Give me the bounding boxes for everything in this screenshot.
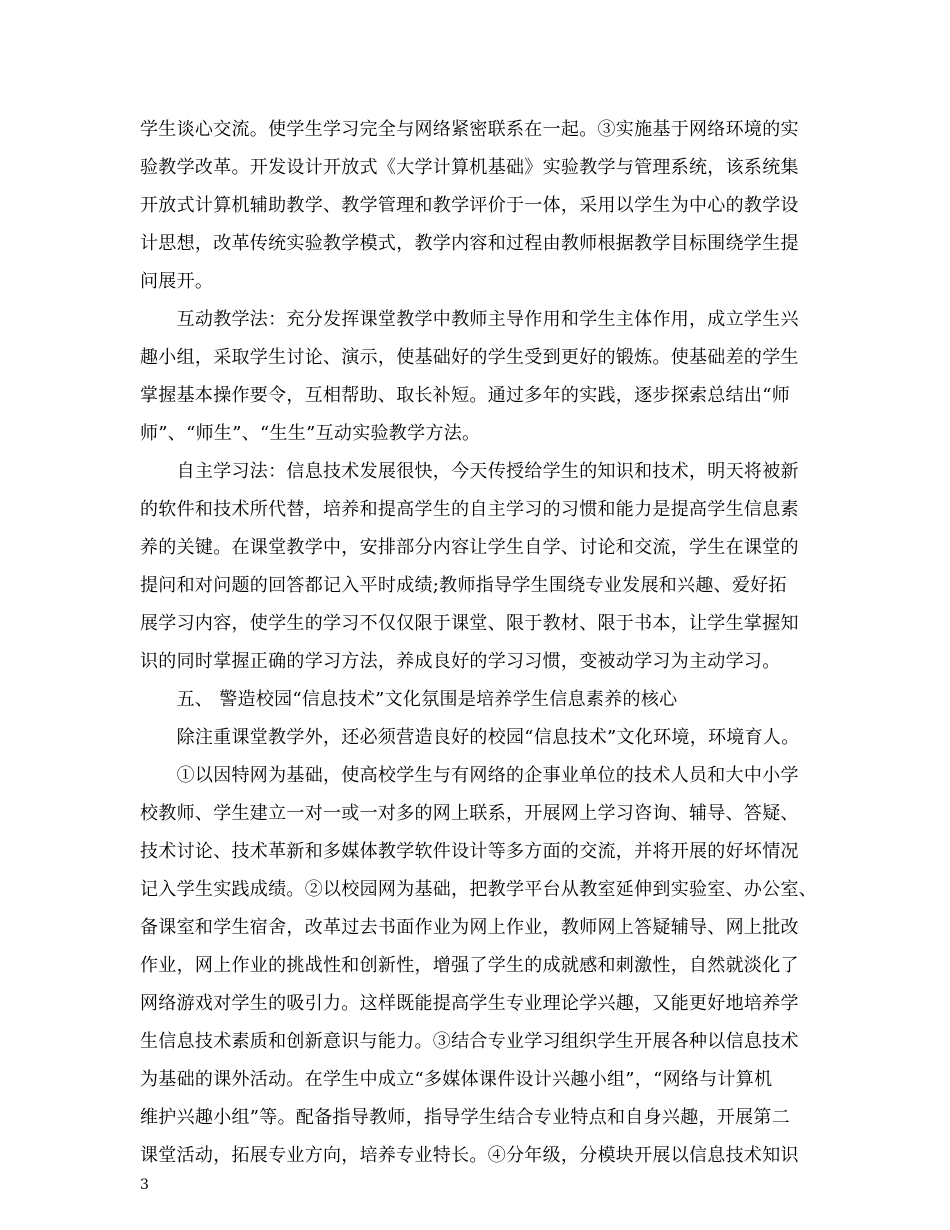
text-line: ①以因特网为基础，使高校学生与有网络的企事业单位的技术人员和大中小学 bbox=[140, 765, 799, 786]
text-line: 计思想，改革传统实验教学模式，教学内容和过程由教师根据教学目标围绕学生提 bbox=[140, 233, 799, 254]
text-line: 维护兴趣小组”等。配备指导教师，指导学生结合专业特点和自身兴趣，开展第二 bbox=[140, 1107, 790, 1128]
text-line: 生信息技术素质和创新意识与能力。③结合专业学习组织学生开展各种以信息技术 bbox=[140, 1031, 799, 1052]
text-line: 养的关键。在课堂教学中，安排部分内容让学生自学、讨论和交流，学生在课堂的 bbox=[140, 537, 799, 558]
page-number: 3 bbox=[140, 1177, 149, 1193]
text-line: 课堂活动，拓展专业方向，培养专业特长。④分年级，分模块开展以信息技术知识 bbox=[140, 1145, 799, 1166]
text-line: 掌握基本操作要令，互相帮助、取长补短。通过多年的实践，逐步探索总结出“师 bbox=[140, 385, 790, 406]
text-line: 提问和对问题的回答都记入平时成绩;教师指导学生围绕专业发展和兴趣、爱好拓 bbox=[140, 575, 787, 596]
section-heading: 五、 警造校园“信息技术”文化氛围是培养学生信息素养的核心 bbox=[140, 689, 678, 710]
text-line: 展学习内容，使学生的学习不仅仅限于课堂、限于教材、限于书本，让学生掌握知 bbox=[140, 613, 799, 634]
text-line: 开放式计算机辅助教学、教学管理和教学评价于一体，采用以学生为中心的教学设 bbox=[140, 195, 799, 216]
text-line: 网络游戏对学生的吸引力。这样既能提高学生专业理论学兴趣，又能更好地培养学 bbox=[140, 993, 799, 1014]
text-line: 除注重课堂教学外，还必须营造良好的校园“信息技术”文化环境，环境育人。 bbox=[140, 727, 800, 748]
text-line: 自主学习法：信息技术发展很快，今天传授给学生的知识和技术，明天将被新 bbox=[140, 461, 799, 482]
text-line: 师”、“师生”、“生生”互动实验教学方法。 bbox=[140, 423, 481, 444]
text-line: 趣小组，采取学生讨论、演示，使基础好的学生受到更好的锻炼。使基础差的学生 bbox=[140, 347, 799, 368]
text-line: 互动教学法：充分发挥课堂教学中教师主导作用和学生主体作用，成立学生兴 bbox=[140, 309, 799, 330]
text-line: 验教学改革。开发设计开放式《大学计算机基础》实验教学与管理系统，该系统集 bbox=[140, 157, 799, 178]
text-line: 学生谈心交流。使学生学习完全与网络紧密联系在一起。③实施基于网络环境的实 bbox=[140, 119, 799, 140]
text-line: 的软件和技术所代替，培养和提高学生的自主学习的习惯和能力是提高学生信息素 bbox=[140, 499, 799, 520]
text-line: 校教师、学生建立一对一或一对多的网上联系，开展网上学习咨询、辅导、答疑、 bbox=[140, 803, 799, 824]
text-line: 为基础的课外活动。在学生中成立“多媒体课件设计兴趣小组”，“网络与计算机 bbox=[140, 1069, 773, 1090]
text-line: 问展开。 bbox=[140, 271, 214, 292]
text-line: 技术讨论、技术革新和多媒体教学软件设计等多方面的交流，并将开展的好坏情况 bbox=[140, 841, 799, 862]
text-line: 备课室和学生宿舍，改革过去书面作业为网上作业，教师网上答疑辅导、网上批改 bbox=[140, 917, 799, 938]
text-line: 作业，网上作业的挑战性和创新性，增强了学生的成就感和刺激性，自然就淡化了 bbox=[140, 955, 799, 976]
text-line: 记入学生实践成绩。②以校园网为基础，把教学平台从教室延伸到实验室、办公室、 bbox=[140, 879, 818, 900]
text-line: 识的同时掌握正确的学习方法，养成良好的学习习惯，变被动学习为主动学习。 bbox=[140, 651, 781, 672]
